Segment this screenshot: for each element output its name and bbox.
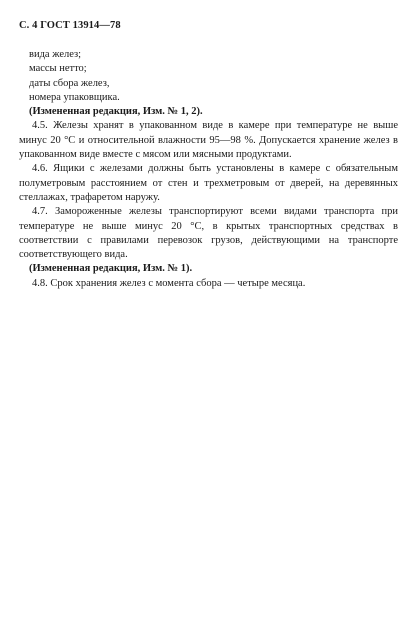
paragraph-4-7: 4.7. Замороженные железы транспортируют всеми видами транспорта при температуре не выше минус 20 °С, в крытых транспортных средствах в соответствии с правилами перевозок грузов, действующими на транспорте соответствующего вида. bbox=[19, 206, 398, 261]
page-header: С. 4 ГОСТ 13914—78 bbox=[19, 20, 121, 31]
edit-note-2: (Измененная редакция, Изм. № 1). bbox=[29, 263, 193, 275]
paragraph-4-8: 4.8. Срок хранения желез с момента сбора — четыре месяца. bbox=[32, 277, 306, 289]
list-item-collection-date: даты сбора желез, bbox=[29, 77, 110, 89]
list-item-net-mass: массы нетто; bbox=[29, 63, 87, 75]
paragraph-4-5: 4.5. Железы хранят в упакованном виде в камере при температуре не выше минус 20 °С и относительной влажности 95—98 %. Допускается хранение желез в упакованном виде вместе с мясом или мясными продуктами. bbox=[19, 120, 398, 161]
paragraph-4-6: 4.6. Ящики с железами должны быть установлены в камере с обязательным полуметровым расстоянием от стен и трехметровым от дверей, на деревянных стеллажах, трафаретом наружу. bbox=[19, 163, 398, 203]
list-item-packer-number: номера упаковщика. bbox=[29, 91, 120, 103]
edit-note-1: (Измененная редакция, Изм. № 1, 2). bbox=[29, 106, 203, 118]
document-body bbox=[19, 48, 398, 291]
list-item-gland-type: вида желез; bbox=[29, 49, 82, 60]
